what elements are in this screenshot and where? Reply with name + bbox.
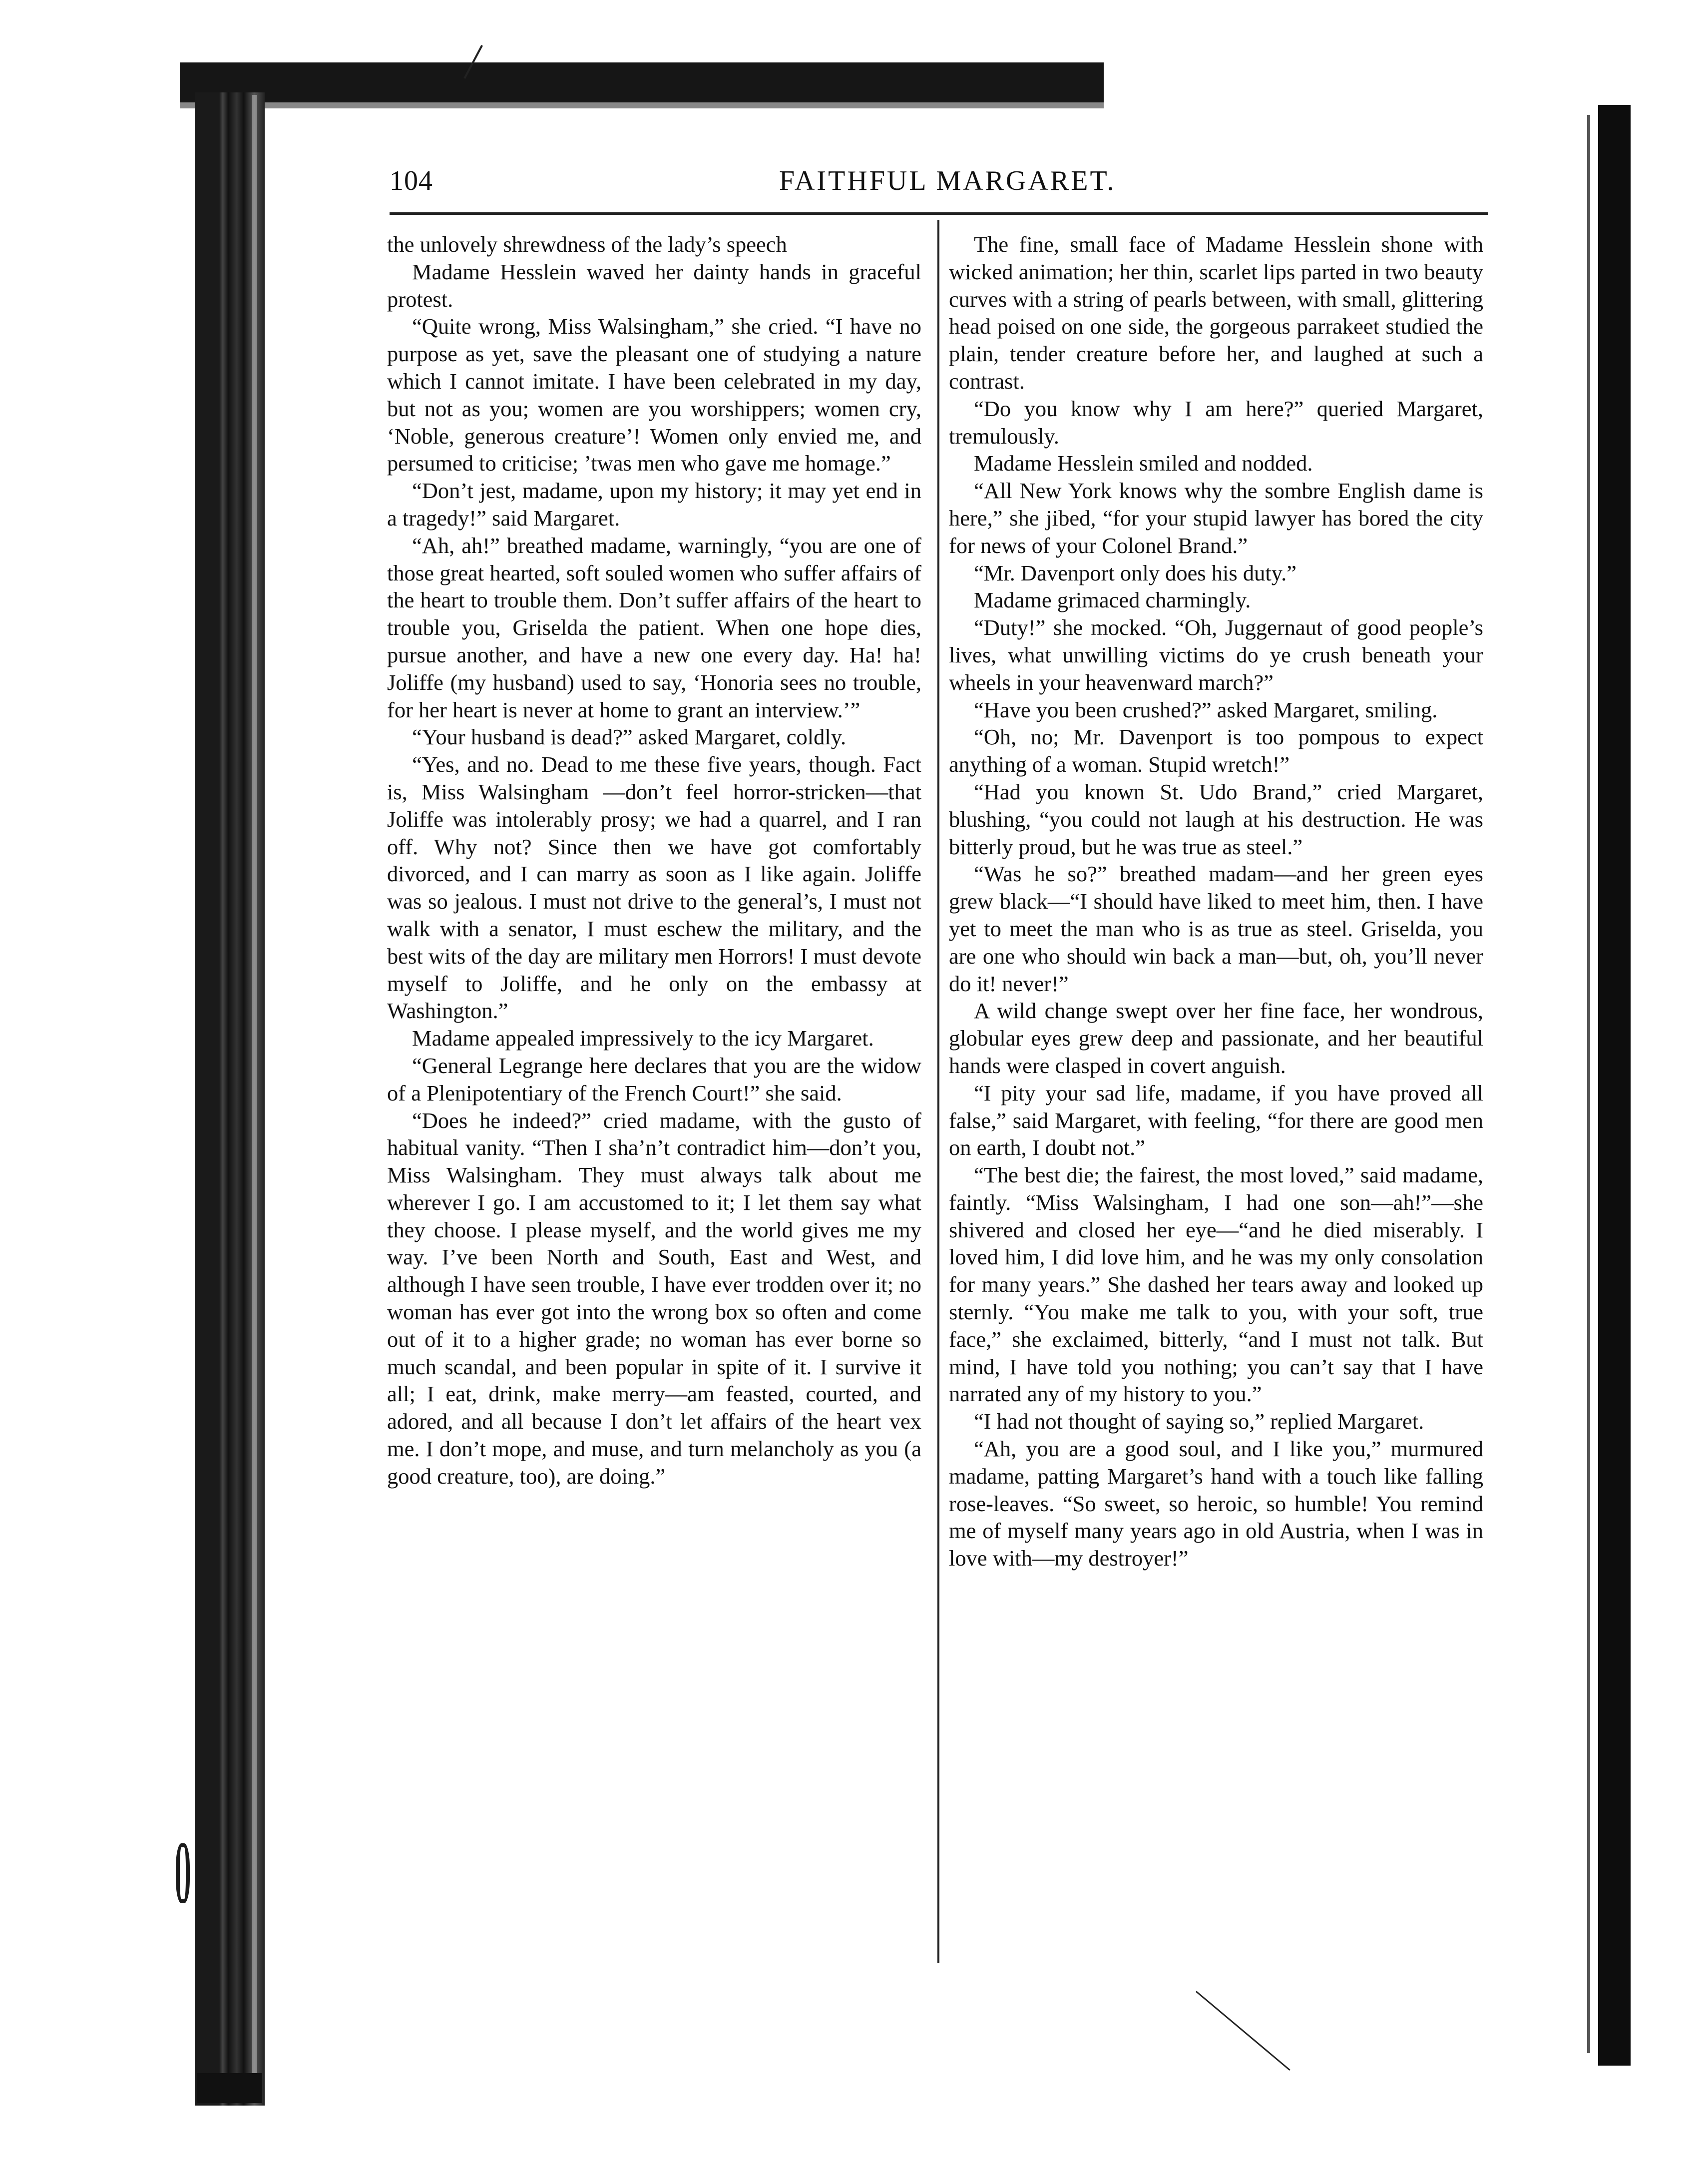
paragraph: “Your husband is dead?” asked Margaret, coldly.: [412, 724, 847, 750]
paragraph: “Does he indeed?” cried madame, with the gusto of habitual vanity. “Then I sha’n’t contradict him—don’t you, Miss Walsingham. They must always talk about me wherever I go. I am accustomed to it; I let them say what they choose. I please myself, and the world gives me my way. I’ve been North and South, East and West, and although I have seen trouble, I have ever trodden over it; no woman has ever got into the wrong box so often and come out of it to a higher grade; no woman has ever borne so much scandal, and been popular in spite of it. I survive it all; I eat, drink, make merry—am feasted, courted, and adored, and all because I don’t let affairs of the heart vex me. I don’t mope, and muse, and turn melancholy as you (a good creature, too), are doing.”: [387, 1107, 921, 1489]
paragraph: “Was he so?” breathed madam—and her green eyes grew black—“I should have liked to meet him, then. I have yet to meet the man who is as true as steel. Griselda, you are one who should win back a man—but, oh, you’ll never do it! never!”: [949, 861, 1483, 996]
paragraph: “Mr. Davenport only does his duty.”: [974, 560, 1296, 585]
paragraph: “Had you known St. Udo Brand,” cried Margaret, blushing, “you could not laugh at his destruction. He was bitterly proud, but he was true as steel.”: [949, 779, 1483, 859]
paragraph: The fine, small face of Madame Hesslein shone with wicked animation; her thin, scarlet lips parted in two beauty curves with a string of pearls between, with small, glittering head poised on one side, the gorgeous parrakeet studied the plain, tender creature before her, and laughed at such a contrast.: [949, 232, 1483, 394]
scan-top-bar: [180, 62, 1104, 102]
paragraph: “Quite wrong, Miss Walsingham,” she cried. “I have no purpose as yet, save the pleasant one of studying a nature which I cannot imitate. I have been celebrated in my day, but not as you; women are you worshippers; women cry, ‘Noble, generous creature’! Women only envied me, and persumed to criticise; ’twas men who gave me homage.”: [387, 314, 921, 476]
paragraph: “All New York knows why the sombre English dame is here,” she jibed, “for your stupid lawyer has bored the city for news of your Colonel Brand.”: [949, 478, 1483, 558]
scan-stray-mark-bottom: [1196, 1991, 1290, 2071]
column-divider: [937, 220, 939, 1963]
paragraph: “General Legrange here declares that you are the widow of a Plenipotentiary of the French Court!” she said.: [387, 1053, 921, 1105]
paragraph: “Ah, you are a good soul, and I like you,” murmured madame, patting Margaret’s hand with a touch like falling rose-leaves. “So sweet, so heroic, so humble! You remind me of myself many years ago in old Austria, when I was in love with—my destroyer!”: [949, 1436, 1483, 1571]
paragraph: “Duty!” she mocked. “Oh, Juggernaut of good people’s lives, what unwilling victims do ye crush beneath your wheels in your heavenward march?”: [949, 615, 1483, 695]
running-title: FAITHFUL MARGARET.: [779, 165, 1116, 196]
scan-left-binding-edge: [252, 95, 257, 2103]
scan-top-bar-shadow: [180, 102, 1104, 108]
paragraph: “Yes, and no. Dead to me these five years, though. Fact is, Miss Walsingham —don’t feel horror-stricken—that Joliffe was intolerably prosy; we had a quarrel, and I ran off. Why not? Since then we have got comfortably divorced, and I can marry as soon as I like again. Joliffe was so jealous. I must not drive to the general’s, I must not walk with a senator, I must eschew the military, and the best wits of the day are military men Horrors! I must devote myself to Joliffe, and he only on the embassy at Washington.”: [387, 752, 921, 1024]
paragraph: “Have you been crushed?” asked Margaret, smiling.: [974, 697, 1438, 722]
header-rule: [390, 212, 1488, 215]
left-column: [387, 231, 921, 1490]
paragraph: “Don’t jest, madame, upon my history; it may yet end in a tragedy!” said Margaret.: [387, 478, 921, 531]
scan-margin-mark: [176, 1843, 190, 1903]
paragraph: “Ah, ah!” breathed madame, warningly, “you are one of those great hearted, soft souled women who suffer affairs of the heart to trouble them. Don’t suffer affairs of the heart to trouble you, Griselda the patient. When one hope dies, pursue another, and have a new one every day. Ha! ha! Joliffe (my husband) used to say, ‘Honoria sees no trouble, for her heart is never at home to grant an interview.’”: [387, 533, 921, 722]
paragraph: Madame Hesslein waved her dainty hands in graceful protest.: [387, 259, 921, 312]
paragraph: A wild change swept over her fine face, her wondrous, globular eyes grew deep and passionate, and her beautiful hands were clasped in covert anguish.: [949, 998, 1483, 1078]
scan-bottom-left-block: [197, 2073, 262, 2103]
paragraph: “The best die; the fairest, the most loved,” said madame, faintly. “Miss Walsingham, I had one son—ah!”—she shivered and closed her eye—“and he died miserably. I loved him, I did love him, and he was my only consolation for many years.” She dashed her tears away and looked up sternly. “You make me talk to you, with your soft, true face,” she exclaimed, bitterly, “and I must not talk. But mind, I have told you nothing; you can’t say that I have narrated any of my history to you.”: [949, 1162, 1483, 1407]
scan-right-edge-thin: [1587, 115, 1590, 2053]
paragraph: Madame grimaced charmingly.: [974, 587, 1251, 613]
paragraph: Madame Hesslein smiled and nodded.: [974, 451, 1313, 476]
right-column: [949, 231, 1483, 1572]
scan-right-edge: [1598, 105, 1631, 2066]
paragraph: “I pity your sad life, madame, if you have proved all false,” said Margaret, with feeling, “for there are good men on earth, I doubt not.”: [949, 1080, 1483, 1160]
page-number: 104: [390, 165, 433, 196]
paragraph: Madame appealed impressively to the icy Margaret.: [412, 1026, 874, 1051]
paragraph: the unlovely shrewdness of the lady’s speech: [387, 232, 787, 257]
paragraph: “Do you know why I am here?” queried Margaret, tremulously.: [949, 396, 1483, 449]
paragraph: “I had not thought of saying so,” replied Margaret.: [974, 1409, 1424, 1434]
paragraph: “Oh, no; Mr. Davenport is too pompous to expect anything of a woman. Stupid wretch!”: [949, 724, 1483, 777]
